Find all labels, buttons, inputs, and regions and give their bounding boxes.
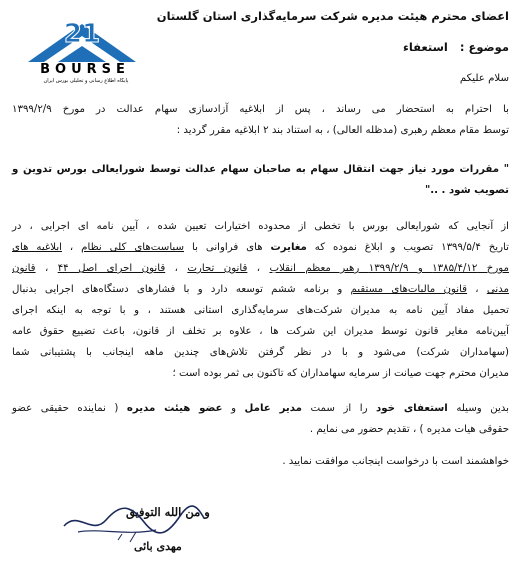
paragraph-1-line-1: با احترام به استحضار می رساند ، پس از ابلاغیه آزادسازی سهام عدالت در مورخ ۱۳۹۹/۲/۹ [12,104,509,115]
p2-l3-f: ، [44,263,49,274]
p3-l1-f: عضو هیئت مدیره [126,403,223,414]
p2-l2-d: سیاست‌های کلی نظام [81,242,185,253]
quote-line-1: " مقررات مورد نیاز جهت انتقال سهام به صاحبان سهام عدالت توسط شورایعالی بورس تدوین و [12,164,509,175]
p3-l1-g: ( نماینده حقیقی عضو [12,403,119,414]
closing-line: خواهشمند است با درخواست اینجانب موافقت نمایید . [282,456,509,467]
p2-l3-d: ، [174,263,178,274]
paragraph-2-line-3 [12,262,509,276]
p2-l4-c: قانون مالیات‌های مستقیم [350,284,468,295]
p2-l2-c: های فراوانی با [191,242,263,253]
p2-l2-b: مغایرت [270,242,307,253]
logo-tagline: پایگاه اطلاع رسانی و تحلیلی بورس ایران [43,78,129,84]
paragraph-2-line-8: مدیران محترم جهت صیانت از سرمایه سهامداران که تاکنون بی ثمر بوده است ؛ [172,368,509,379]
signatory-name: مهدی بائی [134,540,182,553]
subject-label: موضوع : [459,40,509,54]
p3-l1-b: استعفای خود [376,403,448,414]
p2-l4-d: و برنامه ششم توسعه دارد و با فشارهای دستگاه‌های اجرایی بدنبال [12,284,343,295]
paragraph-2-line-5: تحمیل مفاد آیین نامه به مدیران شرکت‌های سرمایه‌گذاری استانی هستند ، و با توجه به اینکه اجرای [12,305,509,316]
p2-l2-a: تاریخ ۱۳۹۹/۵/۴ تصویب و ابلاغ نموده که [314,242,509,253]
paragraph-2-line-4 [12,283,509,297]
paragraph-2-line-7: (سهامداران شرکت) می‌شود و با در نظر گرفتن تلاش‌های چندین ماهه اینجانب با پشتیبانی شما [12,347,509,358]
paragraph-2-line-1: از آنجایی که شورایعالی بورس با تخطی از محدوده اختیارات تعیین شده ، آیین نامه ای اجرایی ، در [12,221,509,232]
paragraph-2-line-6: آیین‌نامه مغایر قانون توسط مدیران این شرکت ها ، علاوه بر تخلف از قانون، باعث تضییع حقوق عامه [12,326,509,337]
paragraph-2-line-2 [12,241,509,255]
p2-l3-a: مورخ ۱۳۸۵/۴/۱۲ و ۱۳۹۹/۲/۹ رهبر معظم انقلاب [269,263,509,274]
bourse-logo-mark [14,14,146,64]
p2-l4-b: ، [475,284,479,295]
greeting: سلام علیکم [459,73,509,84]
p2-l4-a: مدنی [486,284,509,295]
logo-number: 21 [63,19,101,49]
paragraph-1-line-2: توسط مقام معظم رهبری (مدظله العالی) ، به استناد بند ۲ ابلاغیه مقرر گردید : [176,125,509,136]
p3-l1-c: را از سمت [310,403,368,414]
blessing-text: و من الله التوفیق [126,505,210,519]
p3-l1-d: مدیر عامل [244,403,302,414]
p2-l2-f: ابلاغیه های [12,242,62,253]
logo-wordmark: BOURSE [40,62,130,77]
p2-l2-e: ، [69,242,74,253]
p3-l1-e: و [231,403,236,414]
handwritten-signature [58,496,208,550]
p2-l3-g: قانون [12,263,36,274]
quote-line-2: تصویب شود . .." [424,185,509,196]
subject-line [160,40,509,54]
p3-l1-a: بدین وسیله [456,403,509,414]
p2-l3-e: قانون اجرای اصل ۴۴ [57,263,166,274]
paragraph-3-line-1 [12,402,509,416]
addressee-line: اعضای محترم هیئت مدیره شرکت سرمایه‌گذاری استان گلستان [156,9,509,23]
subject-value: استعفاء [402,40,448,54]
paragraph-3-line-2: حقوقی هیات مدیره ) ، تقدیم حضور می نمایم . [309,424,509,435]
p2-l3-b: ، [256,263,261,274]
p2-l3-c: قانون تجارت [187,263,248,274]
